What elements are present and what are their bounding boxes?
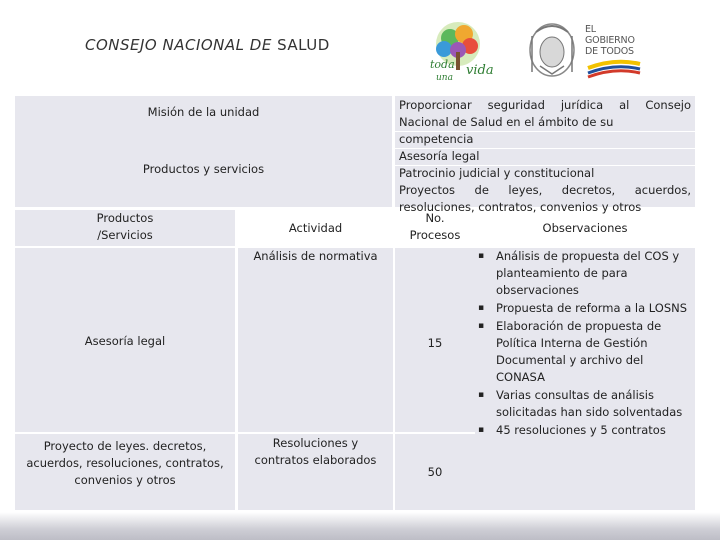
row1-producto bbox=[15, 248, 235, 432]
producto-line-3: Proyectos de leyes, decretos, acuerdos, bbox=[399, 183, 691, 197]
row1-actividad-label: Análisis de normativa bbox=[253, 249, 378, 263]
productos-servicios-label: Productos y servicios bbox=[142, 162, 265, 176]
logo-text-3: vida bbox=[466, 63, 494, 78]
header-productos-label: Productos /Servicios bbox=[96, 211, 154, 242]
header-actividad-label: Actividad bbox=[288, 221, 343, 235]
row1-producto-label: Asesoría legal bbox=[84, 334, 166, 348]
gov-text bbox=[585, 24, 635, 57]
row1-actividad bbox=[238, 248, 393, 432]
row2-producto bbox=[15, 434, 235, 510]
list-item: ▪ Propuesta de reforma a la LOSNS bbox=[475, 300, 691, 317]
producto-line-1: Asesoría legal bbox=[399, 149, 480, 163]
header-actividad bbox=[238, 210, 393, 246]
row2-actividad bbox=[238, 434, 393, 510]
row2-producto-label: Proyecto de leyes. decretos, acuerdos, resoluciones, contratos, convenios y otros bbox=[26, 439, 224, 487]
row2-procesos bbox=[395, 434, 475, 510]
producto-line-2: Patrocinio judicial y constitucional bbox=[399, 166, 595, 180]
row1-procesos bbox=[395, 248, 475, 432]
page-title bbox=[85, 36, 330, 54]
mision-line-1: Proporcionar seguridad jurídica al Consejo bbox=[399, 98, 691, 112]
divider bbox=[395, 131, 695, 132]
gov-line1: EL bbox=[585, 24, 596, 35]
flag-stripes-icon bbox=[588, 62, 640, 77]
mision-label: Misión de la unidad bbox=[147, 105, 260, 119]
header-procesos bbox=[395, 210, 475, 246]
footer-band bbox=[0, 512, 720, 540]
row2-actividad-label: Resoluciones y contratos elaborados bbox=[254, 436, 377, 467]
list-item: ▪ Elaboración de propuesta de Política Interna de Gestión Documental y archivo del CONASA bbox=[475, 318, 691, 386]
list-item: ▪ 45 resoluciones y 5 contratos bbox=[475, 422, 691, 439]
header-procesos-label: No. Procesos bbox=[409, 211, 461, 242]
divider bbox=[395, 165, 695, 166]
divider bbox=[395, 148, 695, 149]
mision-label-cell bbox=[15, 96, 392, 207]
title-prefix: CONSEJO NACIONAL DE bbox=[85, 36, 278, 54]
gov-line3: DE TODOS bbox=[585, 46, 634, 57]
title-suffix: SALUD bbox=[277, 36, 330, 54]
coat-of-arms-icon bbox=[530, 24, 574, 76]
mision-text-cell bbox=[395, 96, 695, 214]
observaciones-list bbox=[475, 248, 691, 439]
list-item: ▪ Análisis de propuesta del COS y planteamiento de para observaciones bbox=[475, 248, 691, 299]
mision-line-2: Nacional de Salud en el ámbito de su competencia bbox=[399, 115, 614, 146]
gov-line2: GOBIERNO bbox=[585, 35, 635, 46]
logo-text-1: toda bbox=[430, 58, 455, 71]
observaciones-cell bbox=[475, 248, 695, 510]
producto-line-4: resoluciones, contratos, convenios y otros bbox=[399, 200, 642, 214]
header-observaciones bbox=[475, 210, 695, 246]
header-observaciones-label: Observaciones bbox=[542, 221, 628, 235]
logo-text-2: una bbox=[436, 73, 453, 83]
list-item: ▪ Varias consultas de análisis solicitadas han sido solventadas bbox=[475, 387, 691, 421]
header-productos bbox=[15, 210, 235, 246]
toda-una-vida-logo bbox=[430, 22, 494, 83]
row2-procesos-value: 50 bbox=[427, 465, 443, 479]
row1-procesos-value: 15 bbox=[427, 336, 443, 350]
